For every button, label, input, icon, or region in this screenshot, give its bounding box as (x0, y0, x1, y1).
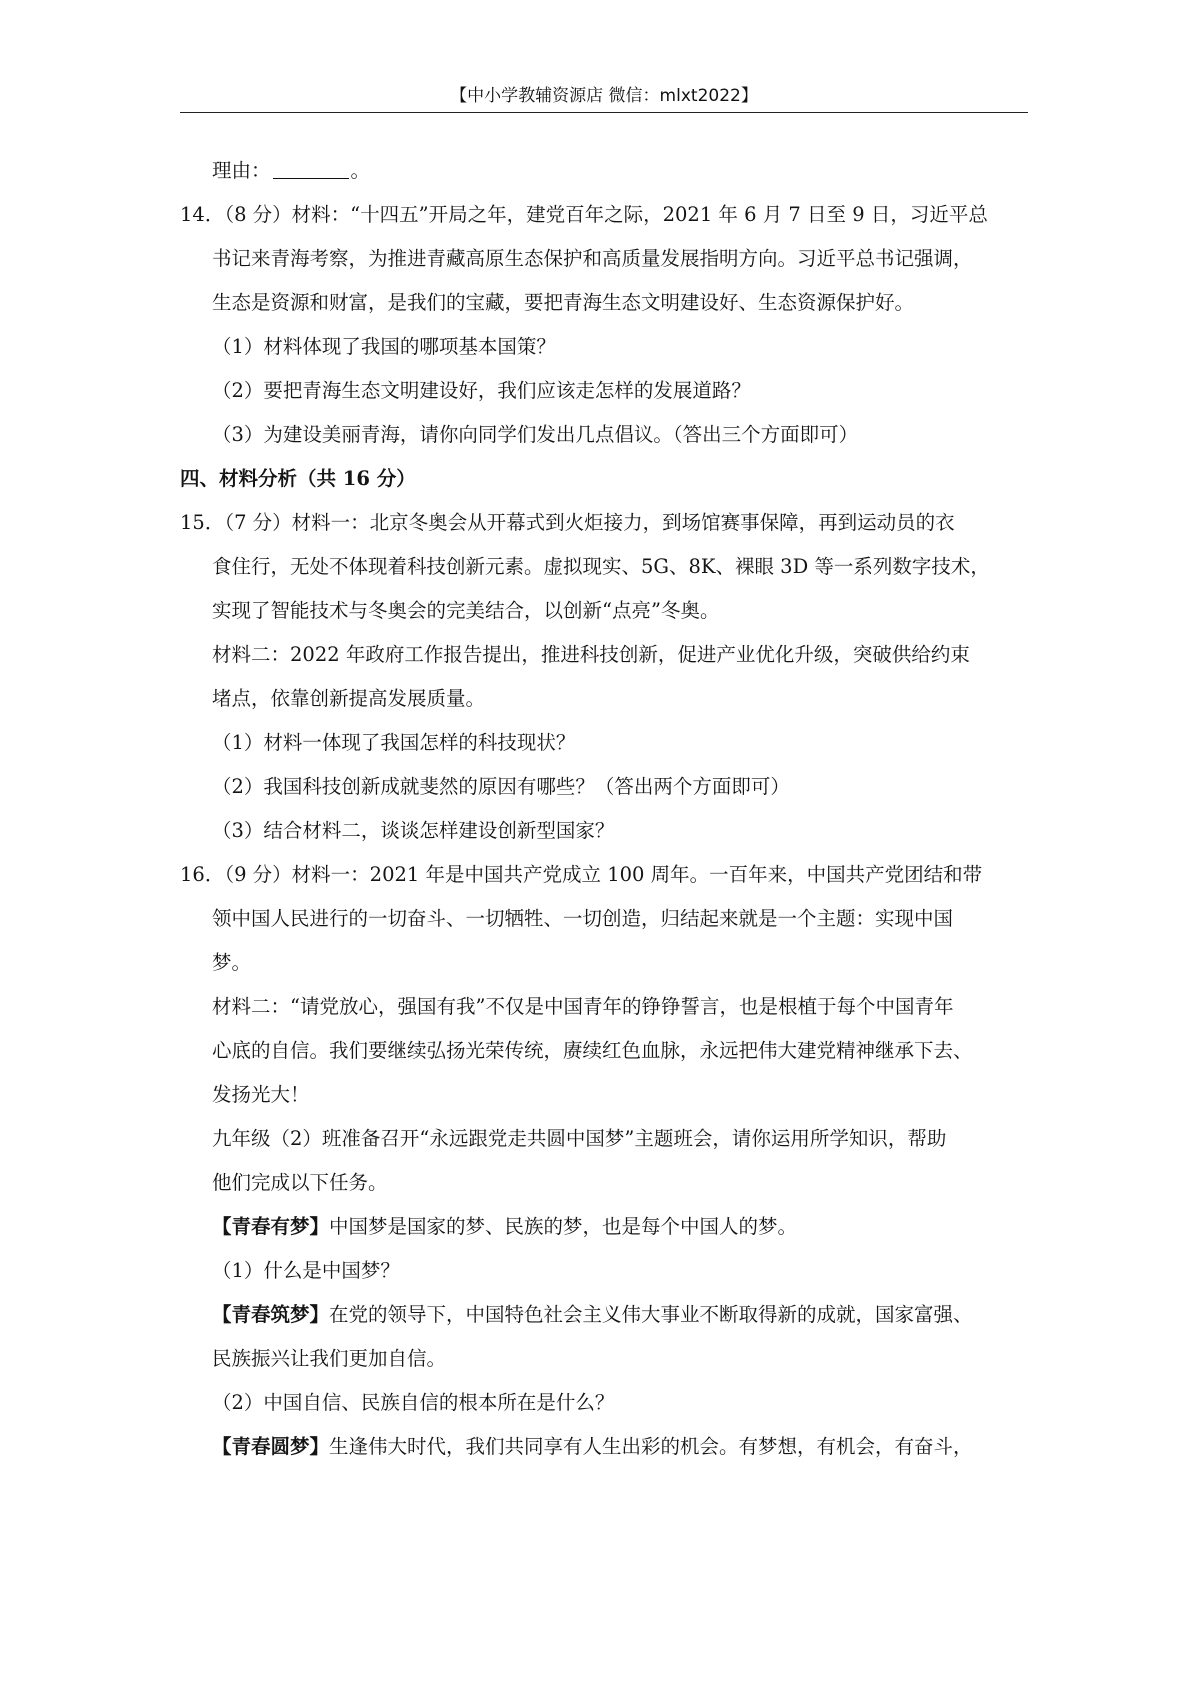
task-text-3: 生逢伟大时代，我们共同享有人生出彩的机会。有梦想，有机会，有奋斗， (329, 1435, 973, 1458)
question-14-line-2: 书记来青海考察，为推进青藏高原生态保护和高质量发展指明方向。习近平总书记强调， (212, 247, 973, 270)
question-15-sub-3: （3）结合材料二，谈谈怎样建设创新型国家？ (212, 819, 615, 842)
question-14-line-3: 生态是资源和财富，是我们的宝藏，要把青海生态文明建设好、生态资源保护好。 (212, 291, 915, 314)
question-15-line-2: 食住行，无处不体现着科技创新元素。虚拟现实、5G、8K、裸眼 3D 等一系列数字技术， (212, 555, 990, 578)
task-youth-realize (212, 1435, 973, 1459)
section-heading: 四、材料分析（共 16 分） (180, 467, 416, 490)
task-tag-1: 【青春有梦】 (212, 1215, 330, 1238)
question-15-sub-2: （2）我国科技创新成就斐然的原因有哪些？（答出两个方面即可） (212, 775, 790, 798)
task-youth-build-cont: 民族振兴让我们更加自信。 (212, 1347, 447, 1370)
question-16-sub-1: （1）什么是中国梦？ (212, 1259, 400, 1282)
reason-line (212, 159, 370, 183)
task-youth-build (212, 1303, 973, 1327)
task-tag-3: 【青春圆梦】 (212, 1435, 330, 1458)
question-16-line-8: 他们完成以下任务。 (212, 1171, 388, 1194)
question-16-sub-2: （2）中国自信、民族自信的根本所在是什么？ (212, 1391, 615, 1414)
reason-label: 理由： (212, 159, 271, 182)
task-tag-2: 【青春筑梦】 (212, 1303, 330, 1326)
question-15-line-1: 15．（7 分）材料一：北京冬奥会从开幕式到火炬接力，到场馆赛事保障，再到运动员的衣 (180, 511, 955, 534)
question-15-line-3: 实现了智能技术与冬奥会的完美结合，以创新“点亮”冬奥。 (212, 599, 720, 622)
question-16-line-7: 九年级（2）班准备召开“永远跟党走共圆中国梦”主题班会，请你运用所学知识，帮助 (212, 1127, 947, 1150)
task-youth-dream (212, 1215, 797, 1239)
question-16-line-5: 心底的自信。我们要继续弘扬光荣传统，赓续红色血脉，永远把伟大建党精神继承下去、 (212, 1039, 973, 1062)
task-text-1: 中国梦是国家的梦、民族的梦，也是每个中国人的梦。 (329, 1215, 798, 1238)
reason-suffix: 。 (350, 159, 371, 182)
question-15-line-4: 材料二：2022 年政府工作报告提出，推进科技创新，促进产业优化升级，突破供给约束 (212, 643, 970, 666)
question-16-line-2: 领中国人民进行的一切奋斗、一切牺牲、一切创造，归结起来就是一个主题：实现中国 (212, 907, 954, 930)
question-14-sub-3: （3）为建设美丽青海，请你向同学们发出几点倡议。（答出三个方面即可） (212, 423, 859, 446)
question-14-sub-1: （1）材料体现了我国的哪项基本国策？ (212, 335, 556, 358)
page-header: 【中小学教辅资源店 微信：mlxt2022】 (450, 86, 758, 106)
answer-blank[interactable] (273, 160, 349, 179)
question-16-line-3: 梦。 (212, 951, 252, 974)
task-text-2: 在党的领导下，中国特色社会主义伟大事业不断取得新的成就，国家富强、 (329, 1303, 973, 1326)
question-16-line-6: 发扬光大！ (212, 1083, 310, 1106)
question-16-line-4: 材料二：“请党放心，强国有我”不仅是中国青年的铮铮誓言，也是根植于每个中国青年 (212, 995, 954, 1018)
question-14-line-1: 14．（8 分）材料：“十四五”开局之年，建党百年之际，2021 年 6 月 7 日至 9 日，习近平总 (180, 203, 988, 226)
question-16-line-1: 16．（9 分）材料一：2021 年是中国共产党成立 100 周年。一百年来，中国共产党团结和带 (180, 863, 983, 886)
question-15-sub-1: （1）材料一体现了我国怎样的科技现状？ (212, 731, 576, 754)
question-14-sub-2: （2）要把青海生态文明建设好，我们应该走怎样的发展道路？ (212, 379, 751, 402)
question-15-line-5: 堵点，依靠创新提高发展质量。 (212, 687, 486, 710)
